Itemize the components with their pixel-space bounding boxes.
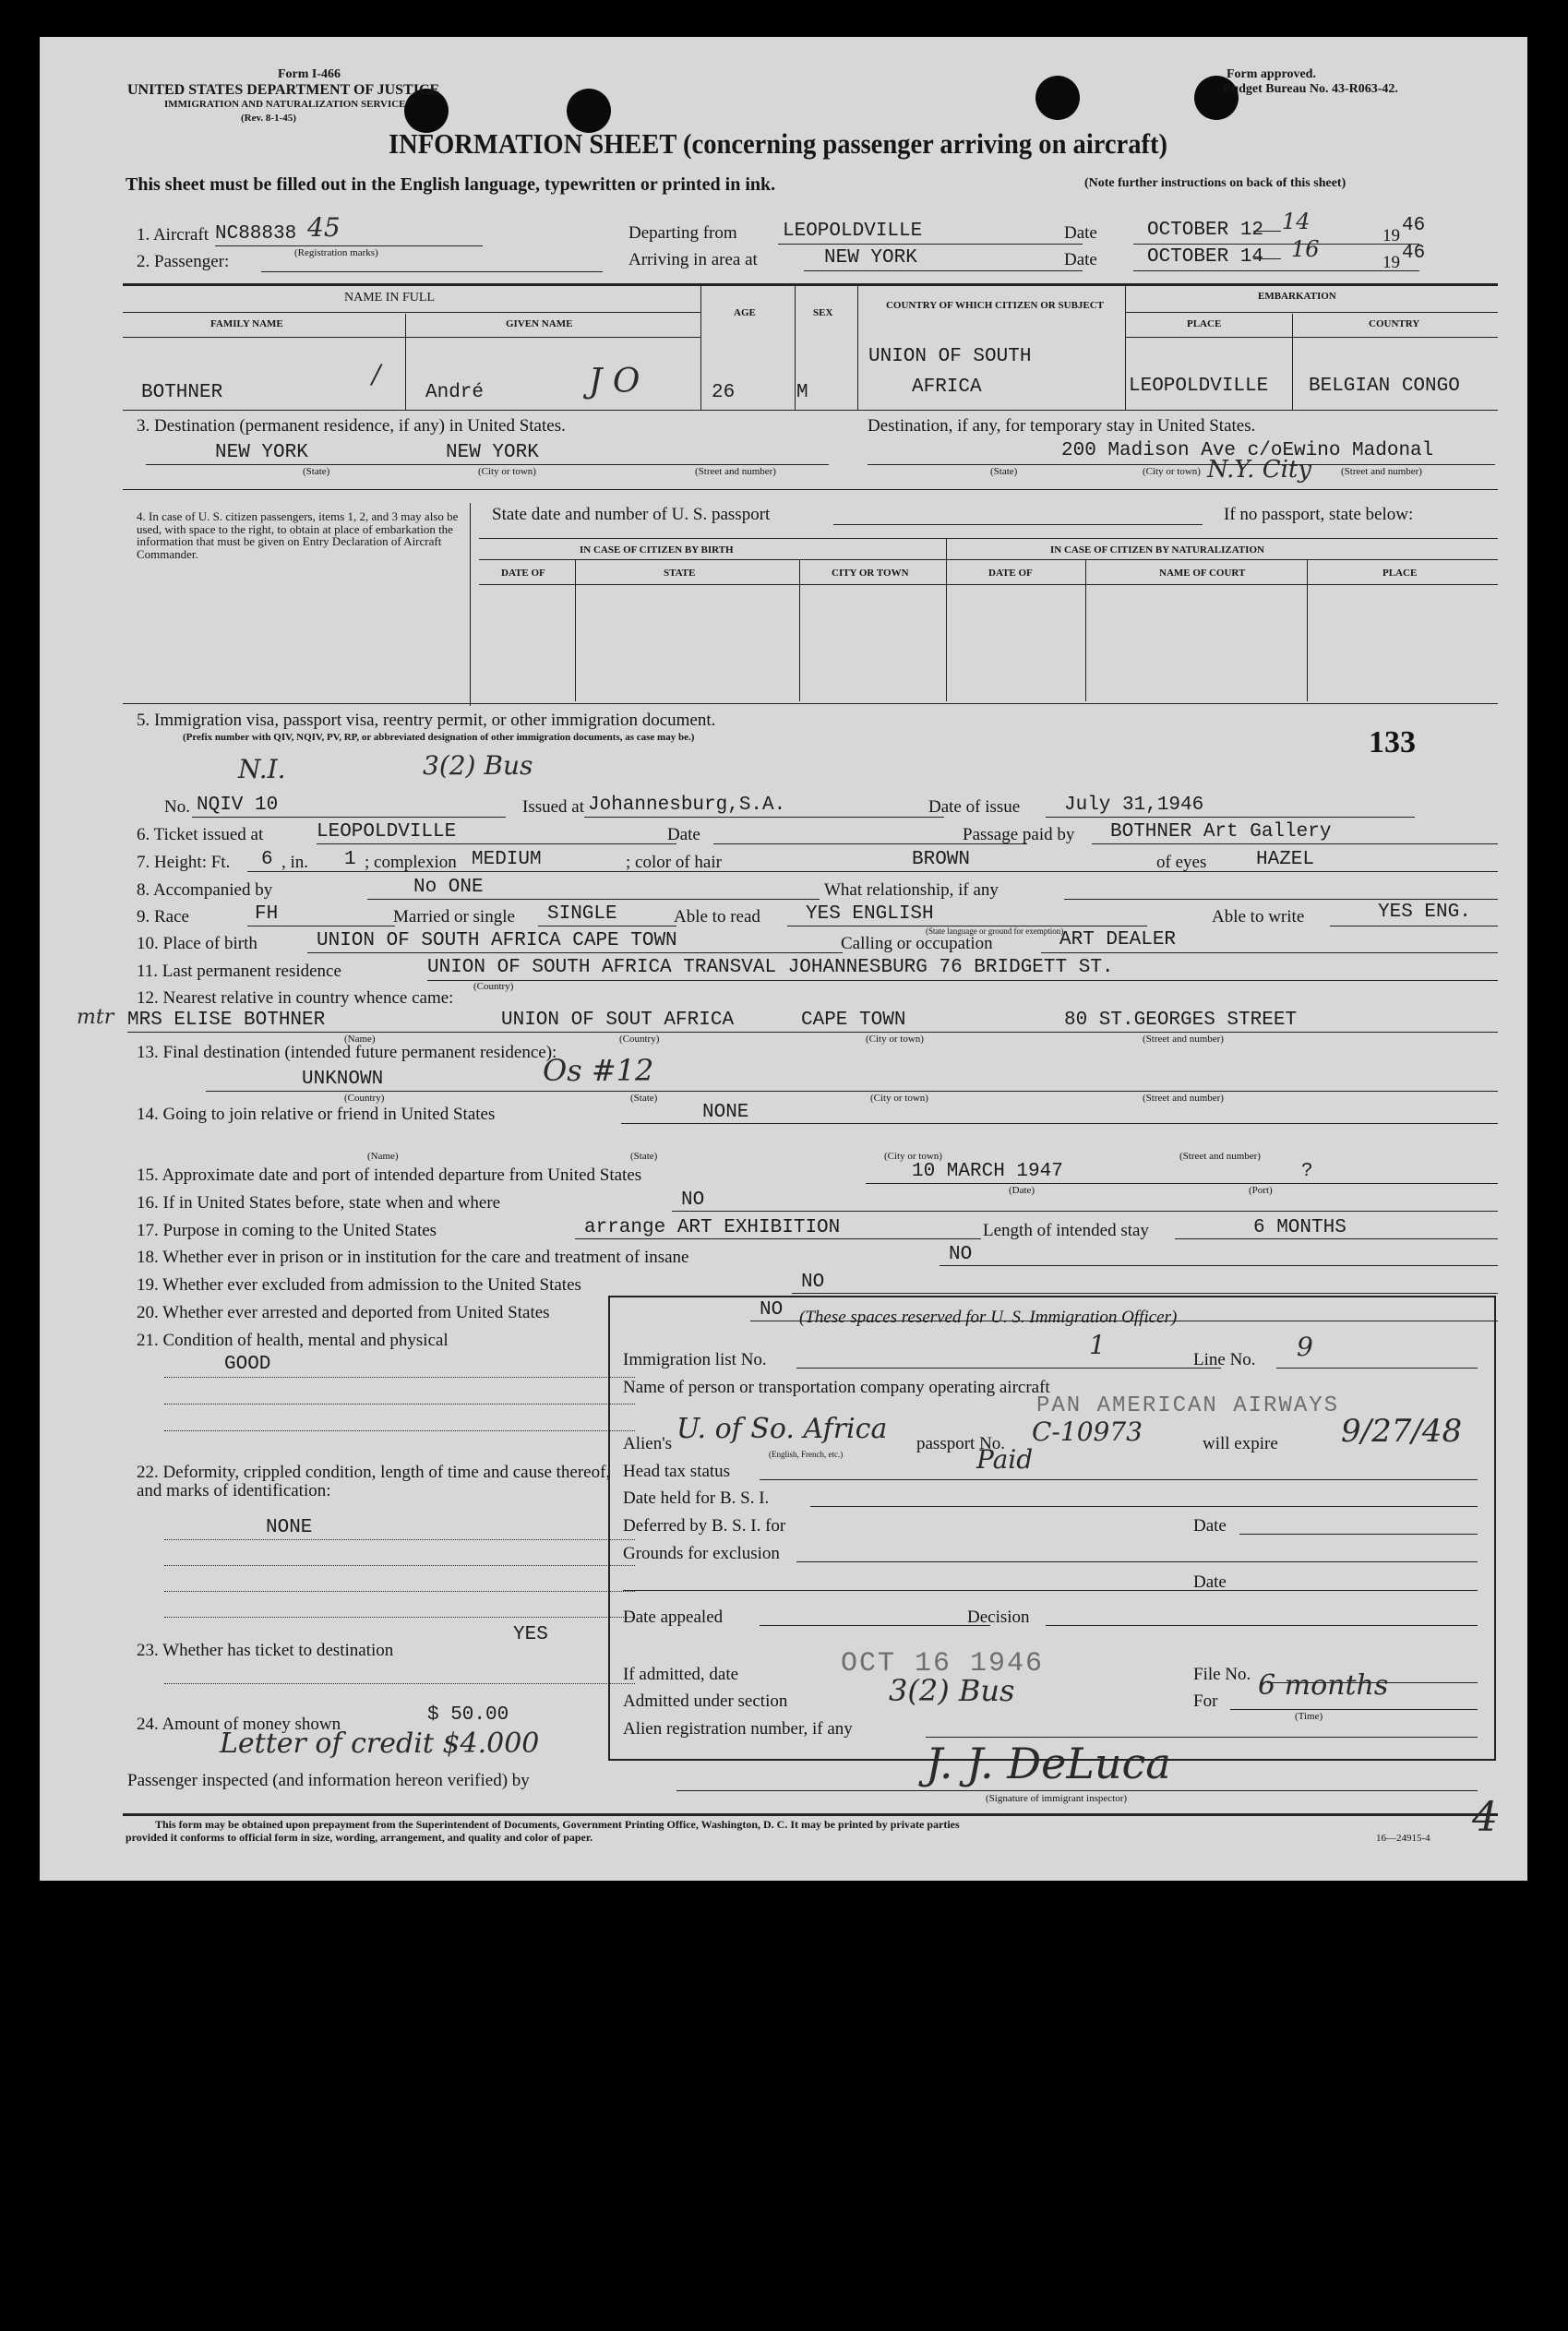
- page-title: INFORMATION SHEET (concerning passenger arriving on aircraft): [389, 127, 1167, 160]
- departure-date-caption: (Date): [1009, 1185, 1035, 1196]
- admitted-date-label: If admitted, date: [623, 1665, 739, 1684]
- money-value: $ 50.00: [427, 1704, 509, 1726]
- immigration-doc-sub: (Prefix number with QIV, NQIV, PV, RP, or abbreviated designation of other immigration documents, as case may be.): [183, 732, 695, 743]
- section-label: Admitted under section: [623, 1691, 788, 1711]
- excluded-value: NO: [801, 1272, 825, 1293]
- age-value: 26: [712, 382, 736, 403]
- relative-street-value: 80 ST.GEORGES STREET: [1064, 1010, 1298, 1031]
- money-label: 24. Amount of money shown: [137, 1715, 341, 1734]
- year2-value: 46: [1402, 243, 1426, 264]
- visa-handwritten-prefix: N.I.: [238, 754, 286, 784]
- file-no-label: File No.: [1193, 1665, 1251, 1684]
- us-citizen-instruction: 4. In case of U. S. citizen passengers, items 1, 2, and 3 may also be used, with space to the right, to obtain at place of embarkation the information that must be given on Entry Declaration of Aircraft Commander.: [137, 509, 459, 561]
- signature-caption: (Signature of immigrant inspector): [986, 1793, 1128, 1804]
- birth-state-header: STATE: [664, 568, 696, 579]
- deported-value: NO: [760, 1299, 784, 1321]
- join-name-caption: (Name): [367, 1151, 399, 1162]
- line-no-value: 9: [1297, 1332, 1313, 1362]
- purpose-label: 17. Purpose in coming to the United States: [137, 1221, 437, 1240]
- birthplace-value: UNION OF SOUTH AFRICA CAPE TOWN: [317, 930, 677, 951]
- departing-value: LEOPOLDVILLE: [783, 221, 923, 242]
- destination-label: 3. Destination (permanent residence, if any) in United States.: [137, 416, 566, 436]
- temp-city-handwritten: N.Y. City: [1207, 456, 1312, 484]
- final-destination-handwritten: Os #12: [543, 1053, 654, 1088]
- state-caption: (State): [303, 466, 330, 477]
- married-label: Married or single: [393, 907, 515, 926]
- embarkation-header: EMBARKATION: [1258, 291, 1336, 302]
- final-state-caption: (State): [630, 1093, 658, 1104]
- destination-state-value: NEW YORK: [215, 442, 308, 463]
- citizen-value-line2: AFRICA: [912, 377, 982, 398]
- appealed-label: Date appealed: [623, 1608, 724, 1627]
- place-header: PLACE: [1187, 318, 1222, 329]
- given-name-value: André: [425, 382, 485, 403]
- height-in-label: , in.: [281, 853, 309, 872]
- issued-at-label: Issued at: [522, 797, 585, 817]
- nearest-relative-label: 12. Nearest relative in country whence came:: [137, 988, 454, 1008]
- join-relative-text: 14. Going to join relative or friend in United States: [137, 1105, 496, 1124]
- relative-country-value: UNION OF SOUT AFRICA: [501, 1010, 735, 1031]
- passenger-label: 2. Passenger:: [137, 252, 230, 271]
- transport-label: Name of person or transportation company operating aircraft: [623, 1378, 1050, 1397]
- departure-port-value: ?: [1301, 1161, 1313, 1182]
- issued-at-value: Johannesburg,S.A.: [588, 795, 786, 816]
- form-approved: Form approved.: [1227, 67, 1316, 81]
- race-label: 9. Race: [137, 907, 189, 926]
- last-residence-caption: (Country): [473, 981, 514, 992]
- date1-value: OCTOBER 12: [1147, 220, 1264, 241]
- destination-city-value: NEW YORK: [446, 442, 539, 463]
- time-caption: (Time): [1295, 1711, 1323, 1722]
- date-of-issue-label: Date of issue: [928, 797, 1021, 817]
- embark-country-value: BELGIAN CONGO: [1309, 376, 1460, 397]
- passport-no-value: C-10973: [1032, 1417, 1143, 1447]
- eyes-label: of eyes: [1156, 853, 1207, 872]
- citizen-by-naturalization-header: IN CASE OF CITIZEN BY NATURALIZATION: [1050, 544, 1264, 556]
- final-destination-value: UNKNOWN: [302, 1069, 384, 1090]
- nat-place-header: PLACE: [1382, 568, 1418, 579]
- birth-city-header: CITY OR TOWN: [832, 568, 909, 579]
- year1-prefix: 19: [1382, 226, 1400, 245]
- ticket-destination-label: 23. Whether has ticket to destination: [137, 1641, 394, 1660]
- join-city-caption: (City or town): [884, 1151, 942, 1162]
- race-value: FH: [255, 903, 279, 925]
- visa-handwritten-code: 3(2) Bus: [423, 750, 533, 781]
- relative-city-value: CAPE TOWN: [801, 1010, 906, 1031]
- birthplace-label: 10. Place of birth: [137, 934, 257, 953]
- footer-code: 16—24915-4: [1376, 1833, 1430, 1844]
- immigration-doc-label: 5. Immigration visa, passport visa, reentry permit, or other immigration document.: [137, 711, 716, 730]
- date-of-issue-value: July 31,1946: [1064, 795, 1204, 816]
- family-name-header: FAMILY NAME: [210, 318, 283, 329]
- citizen-by-birth-header: IN CASE OF CITIZEN BY BIRTH: [580, 544, 734, 556]
- birth-date-of-header: DATE OF: [501, 568, 545, 579]
- doc-number-handwritten: 133: [1369, 725, 1416, 759]
- aliens-label: Alien's: [623, 1434, 673, 1453]
- write-value: YES ENG.: [1378, 902, 1471, 923]
- occupation-label: Calling or occupation: [841, 934, 993, 953]
- relative-street-caption: (Street and number): [1143, 1034, 1224, 1045]
- citizen-value-line1: UNION OF SOUTH: [868, 346, 1032, 367]
- married-value: SINGLE: [547, 903, 617, 925]
- family-name-value: BOTHNER: [141, 382, 223, 403]
- head-tax-label: Head tax status: [623, 1462, 731, 1481]
- height-in-value: 1: [344, 849, 356, 870]
- excluded-label: 19. Whether ever excluded from admission to the United States: [137, 1275, 581, 1295]
- nat-court-header: NAME OF COURT: [1159, 568, 1246, 579]
- hair-label: ; color of hair: [626, 853, 722, 872]
- accompanied-value: No ONE: [413, 877, 484, 898]
- visa-no-value: NQIV 10: [197, 795, 279, 816]
- year1-value: 46: [1402, 215, 1426, 236]
- money-handwritten: Letter of credit $4.000: [220, 1727, 540, 1760]
- country-col-header: COUNTRY: [1369, 318, 1420, 329]
- departure-value: 10 MARCH 1947: [912, 1161, 1063, 1182]
- relative-city-caption: (City or town): [866, 1034, 924, 1045]
- footer-line1: This form may be obtained upon prepayment from the Superintendent of Documents, Government Printing Office, Washington, D. C. It may be printed by private parties: [155, 1818, 960, 1831]
- write-label: Able to write: [1212, 907, 1305, 926]
- slash-mark: /: [372, 359, 381, 389]
- complexion-value: MEDIUM: [472, 849, 542, 870]
- temp-street-caption: (Street and number): [1341, 466, 1422, 477]
- final-street-caption: (Street and number): [1143, 1093, 1224, 1104]
- date1-handwritten: 14: [1282, 209, 1311, 234]
- grounds-date-label: Date: [1193, 1572, 1227, 1592]
- nat-date-of-header: DATE OF: [988, 568, 1033, 579]
- hair-value: BROWN: [912, 849, 971, 870]
- complexion-label: ; complexion: [365, 853, 457, 872]
- date2-handwritten: 16: [1291, 236, 1320, 262]
- ticket-issued-value: LEOPOLDVILLE: [317, 821, 457, 843]
- relative-name-value: MRS ELISE BOTHNER: [127, 1010, 326, 1031]
- purpose-value: arrange ART EXHIBITION: [584, 1217, 841, 1238]
- sex-value: M: [796, 382, 808, 403]
- deferred-label: Deferred by B. S. I. for: [623, 1516, 786, 1536]
- accompanied-label: 8. Accompanied by: [137, 880, 273, 900]
- relative-name-caption: (Name): [344, 1034, 376, 1045]
- punch-hole: [567, 89, 611, 133]
- length-stay-value: 6 MONTHS: [1253, 1217, 1347, 1238]
- alien-registration-label: Alien registration number, if any: [623, 1719, 853, 1739]
- departing-label: Departing from: [628, 223, 737, 243]
- deferred-date-label: Date: [1193, 1516, 1227, 1536]
- departure-label: 15. Approximate date and port of intended departure from United States: [137, 1166, 642, 1185]
- arriving-value: NEW YORK: [824, 247, 917, 269]
- year2-prefix: 19: [1382, 253, 1400, 272]
- date-held-label: Date held for B. S. I.: [623, 1488, 770, 1508]
- temp-state-caption: (State): [990, 466, 1018, 477]
- form-sheet: [40, 37, 1527, 1881]
- inspector-signature: J. J. DeLuca: [926, 1739, 1171, 1788]
- registration-caption: (Registration marks): [294, 247, 378, 258]
- budget-bureau: Budget Bureau No. 43-R063-42.: [1223, 82, 1398, 96]
- temp-street-value: 200 Madison Ave c/oEwino Madonal: [1061, 440, 1434, 461]
- head-tax-value: Paid: [976, 1444, 1034, 1475]
- city-caption: (City or town): [478, 466, 536, 477]
- join-relative-value: NONE: [702, 1102, 749, 1123]
- final-destination-label: 13. Final destination (intended future permanent residence):: [137, 1043, 557, 1062]
- street-caption: (Street and number): [695, 466, 776, 477]
- age-header: AGE: [734, 307, 756, 318]
- passport-label: State date and number of U. S. passport: [492, 505, 771, 524]
- instruction: This sheet must be filled out in the English language, typewritten or printed in ink.: [126, 174, 776, 195]
- prison-label: 18. Whether ever in prison or in institution for the care and treatment of insane: [137, 1248, 689, 1267]
- occupation-value: ART DEALER: [1059, 929, 1177, 950]
- no-passport-label: If no passport, state below:: [1224, 505, 1414, 524]
- expire-value: 9/27/48: [1341, 1413, 1463, 1450]
- deformity-value: NONE: [266, 1517, 313, 1538]
- passage-paid-value: BOTHNER Art Gallery: [1110, 821, 1332, 843]
- last-residence-label: 11. Last permanent residence: [137, 962, 341, 981]
- ticket-issued-label: 6. Ticket issued at: [137, 825, 264, 844]
- previous-us-label: 16. If in United States before, state when and where: [137, 1193, 501, 1213]
- expire-label: will expire: [1203, 1434, 1278, 1453]
- eyes-value: HAZEL: [1256, 849, 1315, 870]
- section-value: 3(2) Bus: [889, 1673, 1015, 1708]
- health-label: 21. Condition of health, mental and physical: [137, 1331, 449, 1350]
- officer-header: (These spaces reserved for U. S. Immigration Officer): [799, 1308, 1178, 1327]
- decision-label: Decision: [967, 1608, 1030, 1627]
- page-number-handwritten: 4: [1472, 1794, 1498, 1841]
- for-value: 6 months: [1258, 1669, 1389, 1702]
- immigration-list-label: Immigration list No.: [623, 1350, 767, 1369]
- relative-handwritten: mtr: [77, 1006, 114, 1029]
- visa-no-label: No.: [164, 797, 190, 817]
- read-caption: (State language or ground for exemption): [926, 926, 1064, 936]
- final-city-caption: (City or town): [870, 1093, 928, 1104]
- inspected-label: Passenger inspected (and information hereon verified) by: [127, 1771, 530, 1790]
- admitted-date-stamp: OCT 16 1946: [841, 1648, 1045, 1680]
- read-value: YES ENGLISH: [806, 903, 934, 925]
- given-name-header: GIVEN NAME: [506, 318, 573, 329]
- aliens-caption: (English, French, etc.): [769, 1450, 844, 1459]
- aircraft-handwritten: 45: [307, 212, 341, 243]
- health-value: GOOD: [224, 1354, 271, 1375]
- deformity-label: 22. Deformity, crippled condition, length of time and cause thereof, and marks of identification:: [137, 1463, 611, 1500]
- aliens-handwritten: U. of So. Africa: [676, 1413, 888, 1445]
- form-number: Form I-466: [278, 67, 341, 81]
- temp-city-caption: (City or town): [1143, 466, 1201, 477]
- passport-no-label: passport No.: [916, 1434, 1006, 1453]
- for-label: For: [1193, 1691, 1218, 1711]
- previous-us-value: NO: [681, 1189, 705, 1211]
- line-no-label: Line No.: [1193, 1350, 1256, 1369]
- embark-place-value: LEOPOLDVILLE: [1129, 376, 1269, 397]
- deported-label: 20. Whether ever arrested and deported from United States: [137, 1303, 550, 1322]
- prison-value: NO: [949, 1244, 973, 1265]
- given-name-handwritten: J O: [589, 363, 640, 400]
- height-label: 7. Height: Ft.: [137, 853, 231, 872]
- transport-value: PAN AMERICAN AIRWAYS: [1036, 1393, 1340, 1418]
- ticket-date-label: Date: [667, 825, 700, 844]
- date1-label: Date: [1064, 223, 1097, 243]
- read-label: Able to read: [674, 907, 760, 926]
- relative-country-caption: (Country): [619, 1034, 660, 1045]
- passage-paid-label: Passage paid by: [963, 825, 1075, 844]
- aircraft-label: 1. Aircraft: [137, 225, 209, 245]
- relationship-label: What relationship, if any: [824, 880, 999, 900]
- join-state-caption: (State): [630, 1151, 658, 1162]
- country-header: COUNTRY OF WHICH CITIZEN OR SUBJECT: [885, 300, 1105, 311]
- final-country-caption: (Country): [344, 1093, 385, 1104]
- footer-line2: provided it conforms to official form in size, wording, arrangement, and quality and color of paper.: [126, 1831, 593, 1844]
- name-in-full-header: NAME IN FULL: [344, 291, 435, 305]
- join-street-caption: (Street and number): [1179, 1151, 1261, 1162]
- punch-hole: [1035, 76, 1080, 120]
- revision: (Rev. 8-1-45): [241, 113, 296, 124]
- departure-port-caption: (Port): [1249, 1185, 1273, 1196]
- grounds-label: Grounds for exclusion: [623, 1544, 780, 1563]
- temp-destination-label: Destination, if any, for temporary stay in United States.: [868, 416, 1256, 436]
- length-stay-label: Length of intended stay: [983, 1221, 1149, 1240]
- last-residence-value: UNION OF SOUTH AFRICA TRANSVAL JOHANNESBURG 76 BRIDGETT ST.: [427, 957, 1114, 978]
- immigration-list-value: 1: [1089, 1330, 1106, 1360]
- ticket-destination-value: YES: [513, 1624, 548, 1645]
- height-ft-value: 6: [261, 849, 273, 870]
- arriving-label: Arriving in area at: [628, 250, 758, 269]
- service: IMMIGRATION AND NATURALIZATION SERVICE: [164, 99, 406, 110]
- date2-label: Date: [1064, 250, 1097, 269]
- department: UNITED STATES DEPARTMENT OF JUSTICE: [127, 82, 440, 98]
- sex-header: SEX: [813, 307, 833, 318]
- instruction-note: (Note further instructions on back of this sheet): [1084, 176, 1347, 190]
- date2-value: OCTOBER 14: [1147, 246, 1264, 268]
- aircraft-value: NC88838: [215, 223, 297, 245]
